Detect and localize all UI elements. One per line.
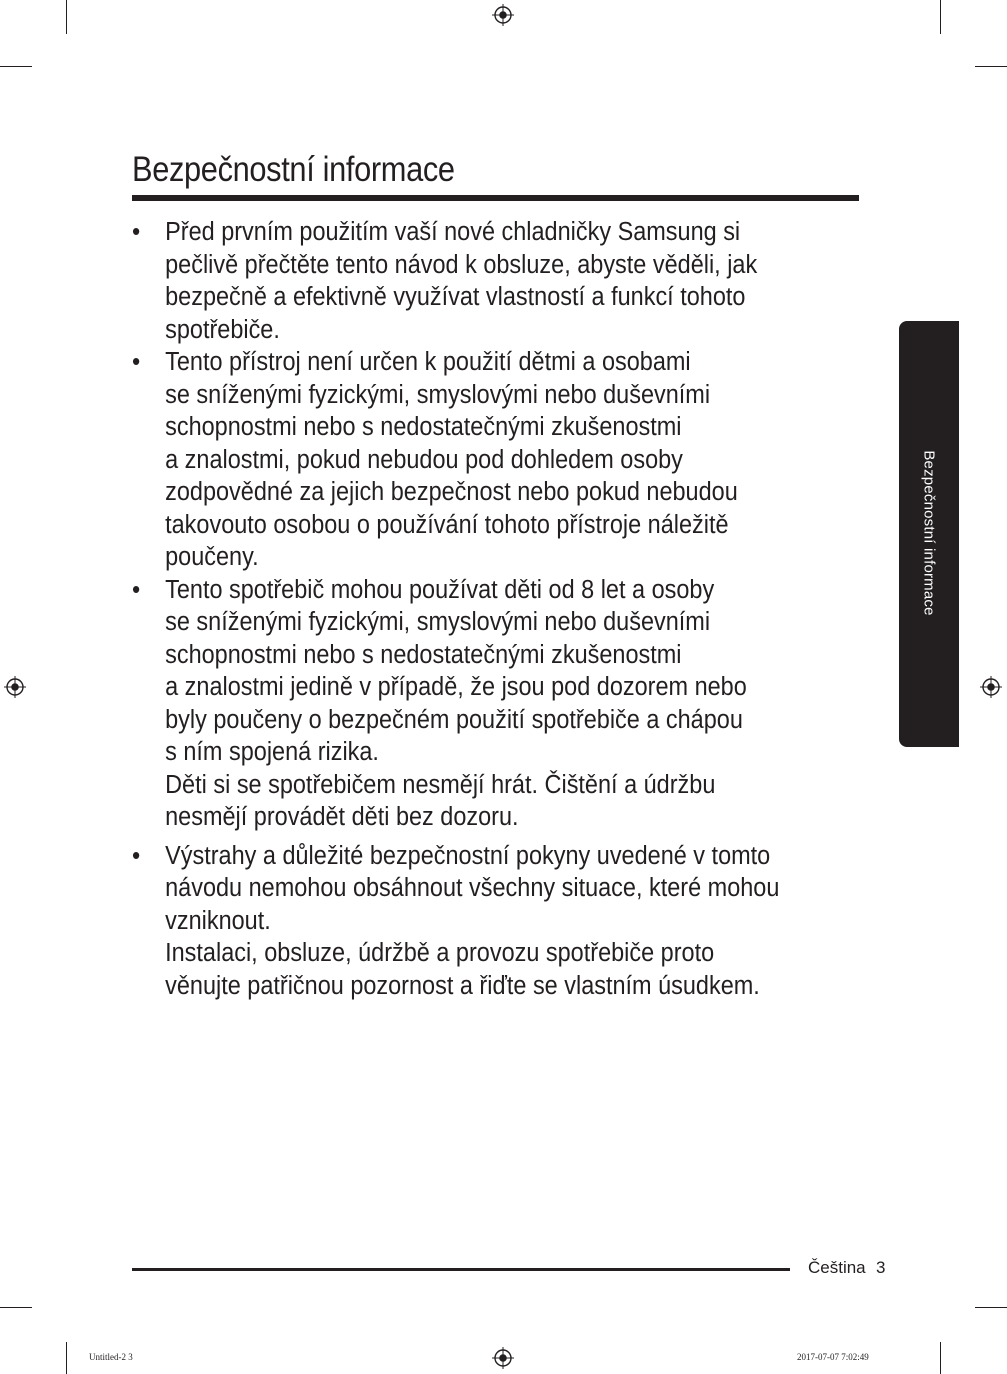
text-line: věnujte patřičnou pozornost a řiďte se vlastním úsudkem. bbox=[165, 971, 760, 1000]
crop-mark bbox=[975, 1307, 1007, 1308]
crop-mark bbox=[940, 0, 941, 34]
bullet-marker: • bbox=[132, 348, 141, 376]
registration-mark-icon bbox=[980, 676, 1002, 698]
text-line: a znalostmi, pokud nebudou pod dohledem osoby bbox=[165, 445, 683, 474]
text-line: Tento spotřebič mohou používat děti od 8 let a osoby bbox=[165, 575, 715, 604]
text-line: Před prvním použitím vaší nové chladničky Samsung si bbox=[165, 218, 741, 246]
text-line: se sníženými fyzickými, smyslovými nebo duševními bbox=[165, 608, 711, 636]
bullet-marker: • bbox=[132, 575, 141, 604]
footer-divider bbox=[132, 1268, 790, 1271]
registration-mark-icon bbox=[4, 676, 26, 698]
bullet-item bbox=[132, 574, 868, 769]
text-line: Instalaci, obsluze, údržbě a provozu spotřebiče proto bbox=[165, 939, 715, 967]
page-number: 3 bbox=[876, 1258, 886, 1277]
registration-mark-icon bbox=[492, 1347, 514, 1369]
text-line: Tento přístroj není určen k použití dětmi a osobami bbox=[165, 348, 691, 376]
text-line: takovouto osobou o používání tohoto přístroje náležitě bbox=[165, 510, 729, 539]
bullet-marker: • bbox=[132, 218, 141, 246]
crop-mark bbox=[66, 0, 67, 34]
footer-language: Čeština bbox=[808, 1258, 866, 1277]
continuation-paragraph bbox=[132, 937, 868, 1002]
text-line: Výstrahy a důležité bezpečnostní pokyny uvedené v tomto bbox=[165, 841, 771, 870]
text-line: schopnostmi nebo s nedostatečnými zkušenostmi bbox=[165, 640, 682, 669]
text-line: s ním spojená rizika. bbox=[165, 738, 379, 766]
print-slug-file: Untitled-2 3 bbox=[89, 1352, 133, 1362]
continuation-paragraph bbox=[132, 769, 868, 834]
text-line: byly poučeny o bezpečném použití spotřebiče a chápou bbox=[165, 705, 743, 734]
crop-mark bbox=[0, 1307, 32, 1308]
registration-mark-icon bbox=[492, 4, 514, 26]
safety-instructions bbox=[132, 216, 932, 1002]
text-line: spotřebiče. bbox=[165, 315, 280, 344]
crop-mark bbox=[940, 1342, 941, 1374]
bullet-item bbox=[132, 346, 868, 574]
text-line: schopnostmi nebo s nedostatečnými zkušenostmi bbox=[165, 413, 682, 441]
print-slug-timestamp: 2017-07-07 7:02:49 bbox=[797, 1352, 869, 1362]
text-line: se sníženými fyzickými, smyslovými nebo duševními bbox=[165, 380, 711, 409]
crop-mark bbox=[0, 66, 32, 67]
text-line: nesmějí provádět děti bez dozoru. bbox=[165, 803, 519, 831]
title-divider bbox=[132, 195, 859, 201]
text-line: zodpovědné za jejich bezpečnost nebo pokud nebudou bbox=[165, 478, 738, 506]
bullet-item bbox=[132, 216, 868, 346]
text-line: bezpečně a efektivně využívat vlastností a funkcí tohoto bbox=[165, 283, 746, 311]
text-line: návodu nemohou obsáhnout všechny situace, které mohou bbox=[165, 874, 780, 902]
text-line: a znalostmi jedině v případě, že jsou pod dozorem nebo bbox=[165, 673, 747, 701]
page-title: Bezpečnostní informace bbox=[132, 150, 455, 189]
side-tab-label: Bezpečnostní informace bbox=[920, 450, 938, 616]
text-line: Děti si se spotřebičem nesmějí hrát. Čištění a údržbu bbox=[165, 770, 716, 799]
bullet-item bbox=[132, 840, 868, 938]
text-line: pečlivě přečtěte tento návod k obsluze, abyste věděli, jak bbox=[165, 250, 758, 279]
crop-mark bbox=[66, 1342, 67, 1374]
bullet-marker: • bbox=[132, 841, 141, 870]
crop-mark bbox=[975, 66, 1007, 67]
text-line: vzniknout. bbox=[165, 906, 271, 935]
text-line: poučeny. bbox=[165, 543, 259, 571]
